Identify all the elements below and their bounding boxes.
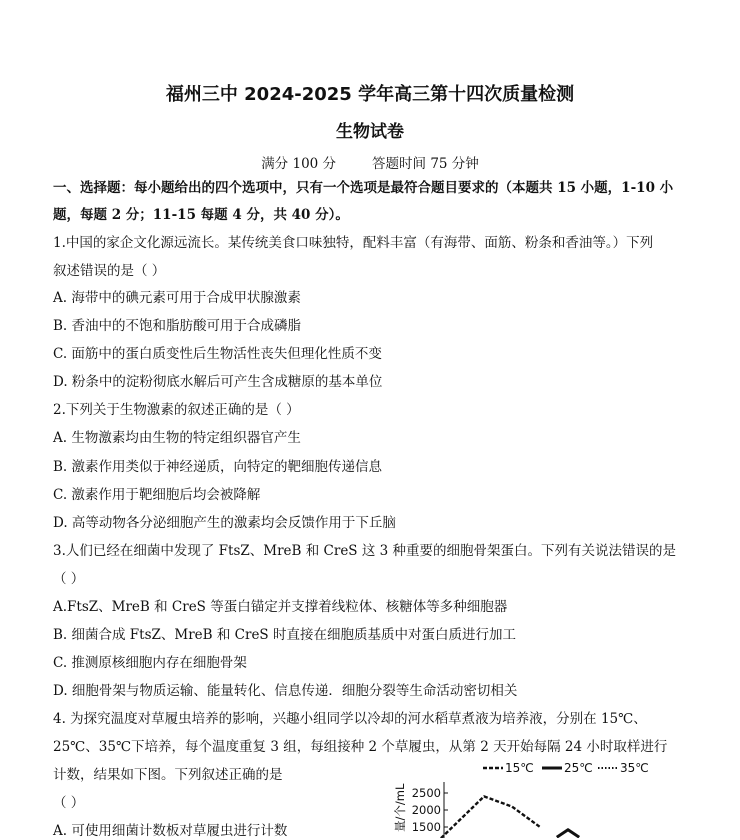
q3-option-a: A.FtsZ、MreB 和 CreS 等蛋白锚定并支撑着线粒体、核糖体等多种细胞器	[53, 599, 508, 615]
q1-option-a: A. 海带中的碘元素可用于合成甲状腺激素	[53, 290, 301, 306]
section-heading-line-2: 题，每题 2 分；11-15 每题 4 分，共 40 分）。	[53, 207, 349, 223]
q1-stem-line-2: 叙述错误的是（ ）	[53, 263, 166, 279]
section-heading-line-1: 一、选择题：每小题给出的四个选项中，只有一个选项是最符合题目要求的（本题共 15 小题，1-10 小	[53, 180, 674, 196]
q4-stem-line-1: 4. 为探究温度对草履虫培养的影响，兴趣小组同学以冷却的河水稻草煮液为培养液，分别在 15℃、	[53, 711, 647, 727]
q2-option-a: A. 生物激素均由生物的特定组织器官产生	[53, 430, 301, 446]
legend-label-1: 15℃	[505, 761, 534, 775]
q2-option-c: C. 激素作用于靶细胞后均会被降解	[53, 487, 261, 503]
y-axis-label: 量/个/mL	[393, 783, 407, 832]
q2-option-b: B. 激素作用类似于神经递质，向特定的靶细胞传递信息	[53, 459, 383, 475]
y-tick-label-1: 1500	[411, 820, 441, 834]
q2-option-d: D. 高等动物各分泌细胞产生的激素均会反馈作用于下丘脑	[53, 515, 396, 531]
q4-stem-line-3: 计数，结果如下图。下列叙述正确的是	[53, 767, 283, 783]
q1-option-c: C. 面筋中的蛋白质变性后生物活性丧失但理化性质不变	[53, 346, 382, 362]
exam-meta	[0, 152, 740, 172]
y-tick-label-2: 2000	[411, 803, 441, 817]
q4-stem-line-4: （ ）	[53, 795, 85, 811]
q1-stem-line-1: 1.中国的家企文化源远流长。某传统美食口味独特，配料丰富（有海带、面筋、粉条和香油等。）下列	[53, 235, 654, 251]
series-line-1	[428, 796, 540, 838]
q3-stem-line-1: 3.人们已经在细菌中发现了 FtsZ、MreB 和 CreS 这 3 种重要的细胞骨架蛋白。下列有关说法错误的是	[53, 543, 677, 559]
series-line-2	[557, 830, 579, 838]
y-tick-label-3: 2500	[411, 786, 441, 800]
q1-option-b: B. 香油中的不饱和脂肪酸可用于合成磷脂	[53, 318, 302, 334]
q3-option-c: C. 推测原核细胞内存在细胞骨架	[53, 655, 247, 671]
legend-label-3: 35℃	[620, 761, 649, 775]
q1-option-d: D. 粉条中的淀粉彻底水解后可产生含成糖原的基本单位	[53, 374, 383, 390]
q3-option-d: D. 细胞骨架与物质运输、能量转化、信息传递．细胞分裂等生命活动密切相关	[53, 683, 518, 699]
legend-label-2: 25℃	[564, 761, 593, 775]
exam-time: 答题时间 75 分钟	[372, 156, 479, 172]
q3-stem-line-2: （ ）	[53, 571, 85, 587]
population-line-chart	[370, 758, 670, 838]
page-subtitle: 生物试卷	[336, 122, 404, 142]
q3-option-b: B. 细菌合成 FtsZ、MreB 和 CreS 时直接在细胞质基质中对蛋白质进行加工	[53, 627, 516, 643]
q4-stem-line-2: 25℃、35℃下培养，每个温度重复 3 组，每组接种 2 个草履虫，从第 2 天开始每隔 24 小时取样进行	[53, 739, 668, 755]
q2-stem-line-1: 2.下列关于生物激素的叙述正确的是（ ）	[53, 402, 300, 418]
q4-option-a: A. 可使用细菌计数板对草履虫进行计数	[53, 823, 288, 839]
page-title: 福州三中 2024-2025 学年高三第十四次质量检测	[165, 84, 575, 105]
total-score: 满分 100 分	[261, 156, 337, 172]
